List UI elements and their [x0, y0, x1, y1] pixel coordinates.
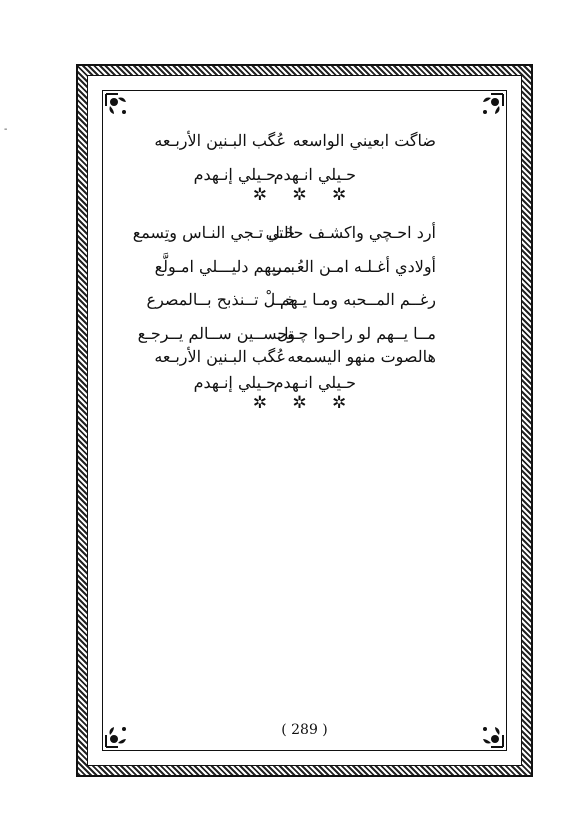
page-number: ( 289 )	[281, 722, 328, 738]
floral-corner-icon	[477, 92, 505, 120]
star-separator: ✲ ✲ ✲	[252, 185, 357, 205]
floral-corner-icon	[104, 92, 132, 120]
ornamental-frame	[76, 64, 533, 777]
stray-mark: -	[4, 124, 8, 135]
page-content-area: ضاگت ابعيني الواسعه عُگب البـنين الأربـعه حـيلي انـهدم حـيلي إنـهدم ✲ ✲ ✲ أرد احـچي واكشـف حالتي خَـل تـجي النـاس وتِسمع أولادي أغـلـه امـن العُـمر بـــيهم دليـــلي امـولَّع رغــم المــحبه ومـا يـهم خــلْ تــنذبح بــالمصرع مــا يــهم لو راحـوا چـتل وحســين ســالم يــرجـع هالصوت منهو اليسمعه عُگب البـنين الأربـعه حـيلي انـهدم حـيلي إنـهدم ✲ ✲ ✲ ( 289 )	[87, 75, 522, 766]
star-separator: ✲ ✲ ✲	[252, 393, 357, 413]
